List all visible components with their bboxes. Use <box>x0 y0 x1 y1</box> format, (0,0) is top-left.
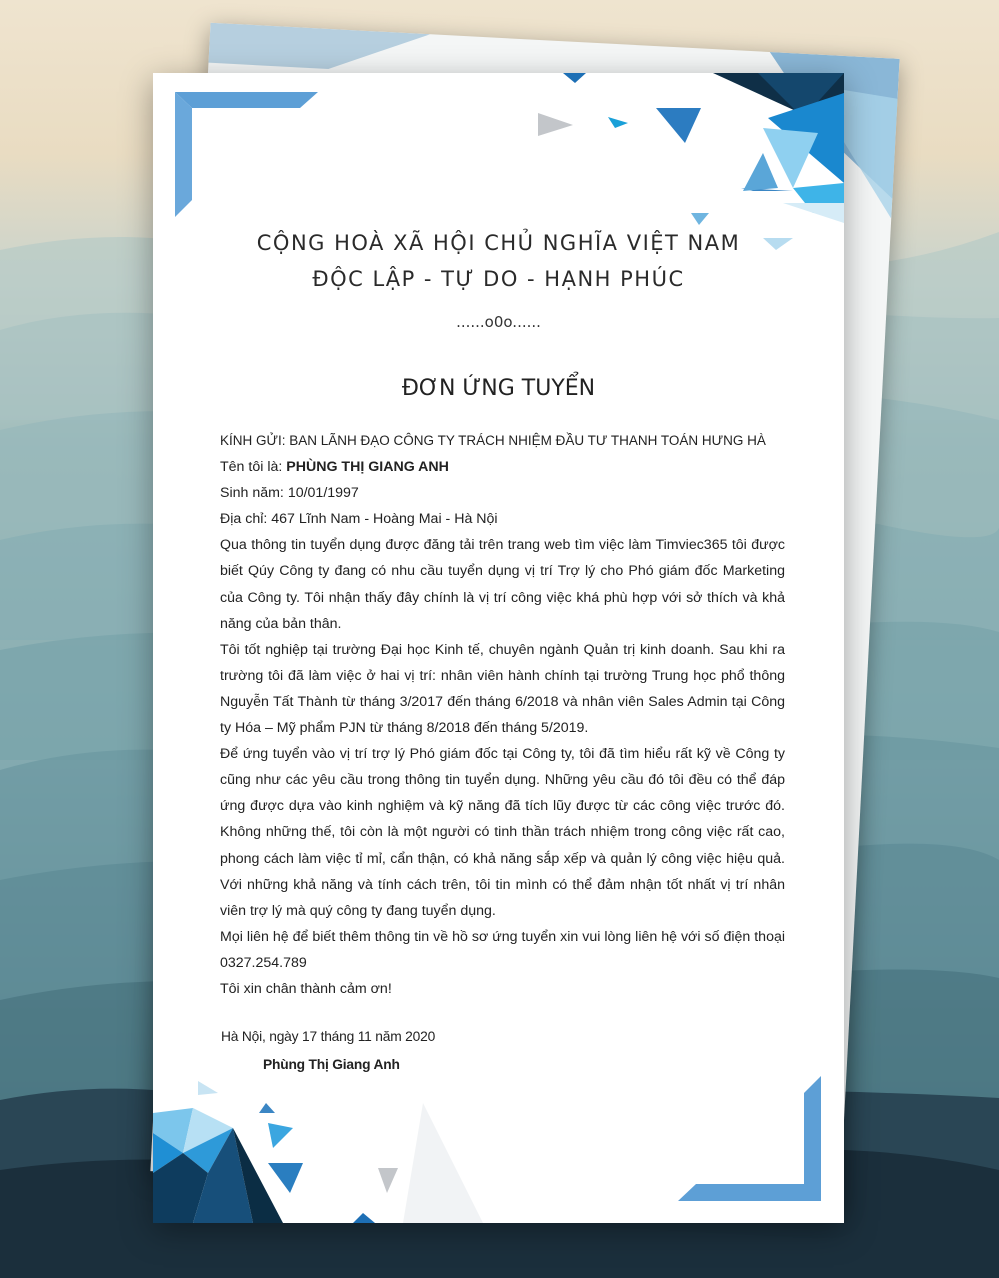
triangle-shape <box>763 128 818 188</box>
name-line <box>220 454 785 480</box>
place-and-date: Hà Nội, ngày 17 tháng 11 năm 2020 <box>221 1029 436 1044</box>
triangle-shape <box>656 108 701 143</box>
letter-body <box>220 428 785 1002</box>
thanks-line: Tôi xin chân thành cảm ơn! <box>220 980 392 997</box>
birth-line: Sinh năm: 10/01/1997 <box>220 485 359 502</box>
top-left-bracket-side <box>175 92 192 217</box>
triangle-shape <box>153 1153 208 1223</box>
triangle-shape <box>743 153 778 191</box>
header-separator: ......o0o...... <box>456 313 541 331</box>
triangle-shape <box>183 1108 233 1153</box>
triangle-shape <box>758 73 844 118</box>
triangle-shape <box>183 1128 233 1173</box>
top-left-bracket-top <box>175 92 318 108</box>
triangle-shape <box>153 1133 183 1173</box>
triangle-shape <box>403 1103 483 1223</box>
address-line: Địa chỉ: 467 Lĩnh Nam - Hoàng Mai - Hà Nội <box>220 511 498 528</box>
triangle-shape <box>268 1123 293 1148</box>
applicant-name: PHÙNG THỊ GIANG ANH <box>286 459 449 476</box>
triangle-shape <box>198 1081 218 1095</box>
bottom-right-bracket <box>678 1076 821 1201</box>
triangle-shape <box>768 93 844 183</box>
recipient-line: KÍNH GỬI: BAN LÃNH ĐẠO CÔNG TY TRÁCH NHIỆM ĐẦU TƯ THANH TOÁN HƯNG HÀ <box>220 433 766 448</box>
triangle-shape <box>378 1168 398 1193</box>
signature-name: Phùng Thị Giang Anh <box>263 1057 400 1072</box>
paragraph-qualifications: Để ứng tuyển vào vị trí trợ lý Phó giám đốc tại Công ty, tôi đã tìm hiểu rất kỹ về Công ty cũng như các yêu cầu trong thông tin tuyển dụng. Những yêu cầu đó tôi đều có thể đáp ứng được dựa vào kinh nghiệm và kỹ năng đã tích lũy được từ các công việc trước đó. Không những thế, tôi còn là một người có tinh thần trách nhiệm trong công việc rất cao, phong cách làm việc tỉ mỉ, cẩn thận, có khả năng sắp xếp và quản lý công việc hiệu quả. Với những khả năng và tính cách trên, tôi tin mình có thể đảm nhận tốt nhất vị trí nhân viên trợ lý mà quý công ty đang tuyển dụng. <box>220 746 785 919</box>
triangle-shape <box>608 117 628 128</box>
triangle-shape <box>793 183 844 213</box>
national-motto-line1: CỘNG HOÀ XÃ HỘI CHỦ NGHĨA VIỆT NAM <box>256 231 741 255</box>
application-letter-sheet <box>153 73 844 1223</box>
triangle-shape <box>563 73 586 83</box>
triangle-shape <box>538 113 573 136</box>
paragraph-education-experience: Tôi tốt nghiệp tại trường Đại học Kinh tế, chuyên ngành Quản trị kinh doanh. Sau khi ra trường tôi đã làm việc ở hai vị trí: nhân viên hành chính tại trường Trung học phổ thông Nguyễn Tất Thành từ tháng 3/2017 đến tháng 6/2018 và nhân viên Sales Admin tại Công ty Hóa – Mỹ phẩm PJN từ tháng 8/2018 đến tháng 5/2019. <box>220 641 785 737</box>
triangle-shape <box>741 188 793 191</box>
triangle-shape <box>353 1213 375 1223</box>
paragraph-contact: Mọi liên hệ để biết thêm thông tin về hồ sơ ứng tuyển xin vui lòng liên hệ với số điện thoại 0327.254.789 <box>220 928 785 971</box>
paragraph-motivation: Qua thông tin tuyển dụng được đăng tải trên trang web tìm việc làm Timviec365 tôi được biết Qúy Công ty đang có nhu cầu tuyển dụng vị trí Trợ lý cho Phó giám đốc Marketing của Công ty. Tôi nhận thấy đây chính là vị trí công việc khá phù hợp với sở thích và khả năng của bản thân. <box>220 537 785 632</box>
triangle-shape <box>153 1108 193 1153</box>
name-label: Tên tôi là: <box>220 459 287 476</box>
triangle-shape <box>691 213 709 225</box>
triangle-shape <box>259 1103 275 1113</box>
triangle-shape <box>268 1163 303 1193</box>
triangle-shape <box>233 1128 283 1223</box>
national-motto-line2: ĐỘC LẬP - TỰ DO - HẠNH PHÚC <box>312 267 685 291</box>
triangle-shape <box>713 73 844 133</box>
triangle-shape <box>783 203 844 223</box>
document-title: ĐƠN ỨNG TUYỂN <box>401 376 596 401</box>
triangle-shape <box>193 1128 253 1223</box>
